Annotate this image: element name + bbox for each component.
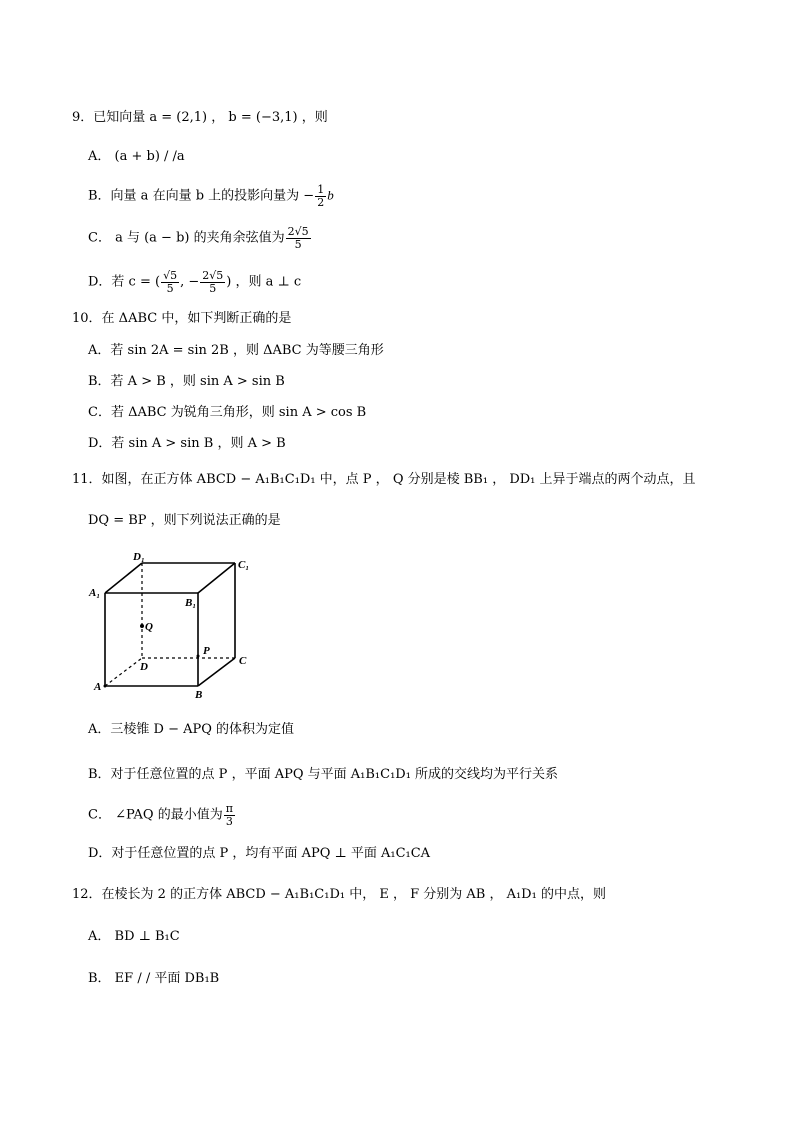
question-9-option-c bbox=[88, 226, 312, 250]
q9-c-fraction bbox=[286, 226, 311, 250]
question-12-stem: 12．在棱长为 2 的正方体 ABCD − A₁B₁C₁D₁ 中， E ， F 分别为 AB ， A₁D₁ 的中点，则 bbox=[72, 887, 606, 902]
q9-b-vector: b bbox=[327, 187, 334, 203]
q9-d-fraction-1 bbox=[161, 270, 179, 294]
q9-b-frac-num: 1 bbox=[317, 183, 325, 196]
q9-b-fraction bbox=[315, 184, 326, 208]
point-q bbox=[140, 624, 144, 628]
q9-d-frac2-den: 5 bbox=[209, 281, 217, 295]
question-9-option-b bbox=[88, 184, 334, 208]
question-10-option-b: B．若 A > B ，则 sin A > sin B bbox=[88, 374, 285, 389]
edge-b1-c1 bbox=[198, 563, 235, 593]
question-12-option-a: A． BD ⊥ B₁C bbox=[88, 929, 180, 944]
question-11-stem-line1: 11．如图，在正方体 ABCD − A₁B₁C₁D₁ 中，点 P ， Q 分别是棱 BB₁ ， DD₁ 上异于端点的两个动点，且 bbox=[72, 472, 696, 487]
q9-b-text: B．向量 a 在向量 b 上的投影向量为 − bbox=[88, 188, 315, 204]
cube-figure bbox=[85, 548, 265, 703]
q9-b-frac-den: 2 bbox=[317, 195, 325, 209]
label-d1: D₁ bbox=[133, 551, 145, 563]
q9-d-frac1-num: √5 bbox=[163, 269, 178, 282]
label-c1: C₁ bbox=[238, 559, 250, 571]
point-p bbox=[197, 655, 200, 658]
q9-c-frac-num: 2√5 bbox=[287, 225, 309, 238]
label-q: Q bbox=[145, 621, 153, 633]
label-a1: A₁ bbox=[89, 587, 101, 599]
question-10-option-c: C．若 ΔABC 为锐角三角形，则 sin A > cos B bbox=[88, 405, 367, 420]
label-p: P bbox=[203, 645, 210, 657]
label-d: D bbox=[140, 661, 148, 673]
question-10-option-d: D．若 sin A > sin B ，则 A > B bbox=[88, 436, 286, 451]
question-10-stem: 10．在 ΔABC 中，如下判断正确的是 bbox=[72, 311, 292, 326]
question-9-stem: 9．已知向量 a = (2,1) ， b = (−3,1) ，则 bbox=[72, 110, 328, 125]
label-a: A bbox=[94, 681, 102, 693]
label-b: B bbox=[195, 689, 203, 701]
question-9-option-a: A． (a + b) / /a bbox=[88, 149, 185, 164]
q9-d-mid: , − bbox=[180, 274, 200, 290]
q11-c-frac-num: π bbox=[225, 802, 233, 815]
q9-d-text: D．若 c = ( bbox=[88, 274, 161, 290]
question-9-option-d bbox=[88, 270, 301, 294]
hidden-edge-a-d bbox=[105, 658, 142, 686]
q9-d-fraction-2 bbox=[200, 270, 225, 294]
point-a bbox=[104, 685, 107, 688]
q11-c-text: C． ∠PAQ 的最小值为 bbox=[88, 807, 223, 823]
question-12-option-b: B． EF / / 平面 DB₁B bbox=[88, 971, 220, 986]
edge-b-c bbox=[198, 658, 235, 686]
q9-d-frac1-den: 5 bbox=[166, 281, 174, 295]
q9-d-frac2-num: 2√5 bbox=[202, 269, 224, 282]
question-10-option-a: A．若 sin 2A = sin 2B ，则 ΔABC 为等腰三角形 bbox=[88, 343, 384, 358]
question-11-option-b: B．对于任意位置的点 P ，平面 APQ 与平面 A₁B₁C₁D₁ 所成的交线均为平行关系 bbox=[88, 767, 559, 782]
question-11-option-d: D．对于任意位置的点 P ，均有平面 APQ ⊥ 平面 A₁C₁CA bbox=[88, 846, 431, 861]
q9-c-text: C． a 与 (a − b) 的夹角余弦值为 bbox=[88, 230, 285, 246]
question-11-option-c bbox=[88, 803, 236, 827]
q11-c-frac-den: 3 bbox=[225, 814, 233, 828]
edge-a1-d1 bbox=[105, 563, 142, 593]
question-11-stem-line2: DQ = BP ，则下列说法正确的是 bbox=[88, 513, 281, 528]
label-c: C bbox=[239, 655, 247, 667]
q9-c-frac-den: 5 bbox=[294, 237, 302, 251]
question-11-option-a: A．三棱锥 D − APQ 的体积为定值 bbox=[88, 722, 295, 737]
label-b1: B₁ bbox=[185, 597, 197, 609]
q9-d-post: ) ，则 a ⊥ c bbox=[226, 274, 302, 290]
q11-c-fraction bbox=[224, 803, 235, 827]
